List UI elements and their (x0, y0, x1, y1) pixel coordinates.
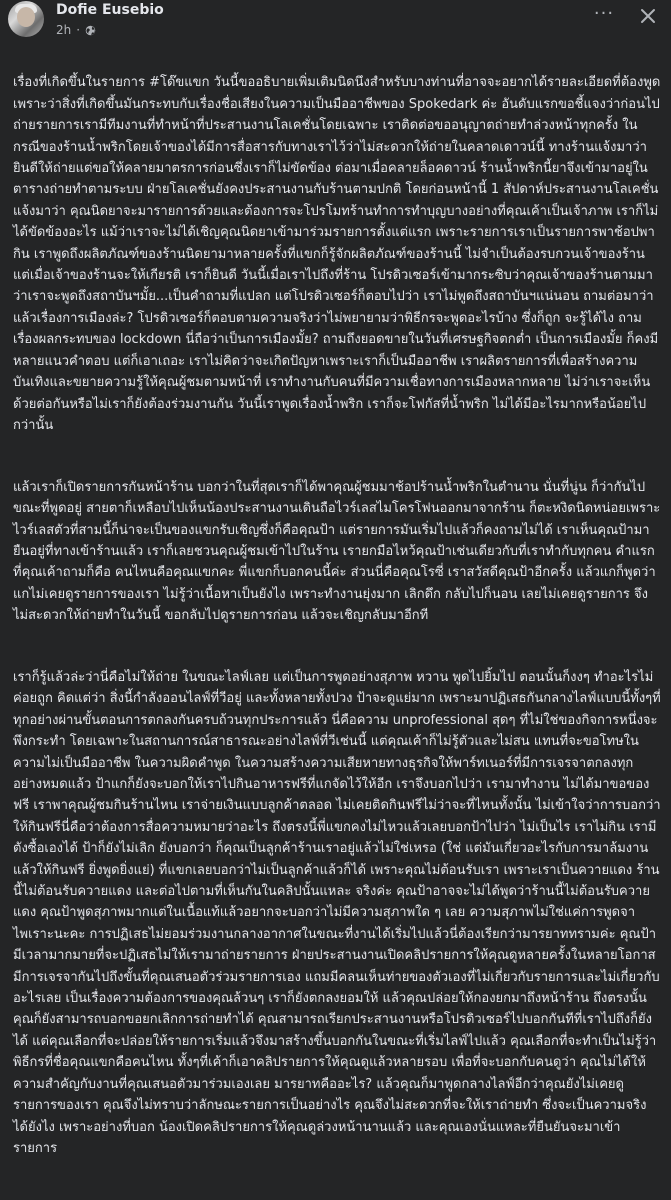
post-time[interactable]: 2h (56, 23, 72, 37)
close-icon[interactable] (636, 4, 660, 28)
more-options-button[interactable]: ··· (593, 3, 615, 24)
meta-separator: · (76, 23, 81, 37)
globe-icon (85, 25, 96, 36)
post-paragraph: แล้วเราก็เปิดรายการกันหน้าร้าน บอกว่าในที่สุดเราก็ได้พาคุณผู้ชมมาช้อปร้านน้ำพริกในตำนาน นั่นที่นู่น ก็ว่ากันไป ขณะที่พูดอยู่ สายตาก็เหลือบไปเห็นน้องประสานงานเดินถือไวร์เลสไมโครโฟนออกมาจากร้าน ก็ตะหงิดนิดหน่อยเพราะไวร์เลสตัวที่สามนี้ก็น่าจะเป็นของแขกรับเชิญซึ่งก็คือคุณป้า แต่รายการมันเริ่มไปแล้วก็คงถามไม่ได้ เราเห็นคุณป้ามายืนอยู่ที่ทางเข้าร้านแล้ว เราก็เลยชวนคุณผู้ชมเข้าไปในร้าน เรายกมือไหว้คุณป้าเช่นเดียวกับที่เราทำกับทุกคน คำแรกที่คุณเค้าถามก็คือ คนไหนคือคุณแขกคะ พี่แขกก็บอกคนนี้ค่ะ ส่วนนี่คือคุณโรซี่ เราสวัสดีคุณป้าอีกครั้ง แล้วแกก็พูดว่า แกไม่เคยดูรายการของเรา ไม่รู้ว่าเนื้อหาเป็นยังไง เพราะทำงานยุ่งมาก เลิกดึก กลับไปก็นอน เลยไม่เคยดูรายการ จึงไม่สะดวกให้ถ่ายทำในวันนี้ ขอกลับไปดูรายการก่อน แล้วจะเชิญกลับมาอีกที (13, 479, 661, 624)
post-paragraph: เรื่องที่เกิดขึ้นในรายการ #โด๊ขแขก วันนี้ขออธิบายเพิ่มเติมนิดนึงสำหรับบางท่านที่อาจจะอยากได้รายละเอียดที่ต้องพูดเพราะว่าสิ่งที่เกิดขึ้นมันกระทบกับเรื่องชื่อเสียงในความเป็นมืออาชีพของ Spokedark ค่ะ อันดับแรกขอชี้แจงว่าก่อนไปถ่ายรายการเรามีทีมงานที่ทำหน้าที่ประสานงานโลเคชั่นโดยเฉพาะ เราติดต่อขออนุญาตถ่ายทำล่วงหน้าทุกครั้ง ในกรณีของร้านน้ำพริกโดยเจ้าของได้มีการสื่อสารกับทางเราไว้ว่าไม่สะดวกให้ถ่ายในคลาดเดาวน์นี้ ทางร้านแจ้งมาว่ายินดีให้ถ่ายแต่ขอให้คลายมาตรการก่อนซึ่งเราก็ไม่ขัดข้อง ต่อมาเมื่อคลายล็อคดาวน์ ร้านน้ำพริกนี้ยาจึงเข้ามาอยู่ในตารางถ่ายทำตามระบบ ฝ่ายโลเคชั่นยังคงประสานงานกับร้านตามปกติ โดยก่อนหน้านี้ 1 สัปดาห์ประสานงานโลเคชั่นแจ้งมาว่า คุณนิดยาจะมารายการด้วยและต้องการจะโปรโมทร้านทำการทำบุญบางอย่างที่คุณเค้าเป็นเจ้าภาพ เราก็ไม่ได้ขัดข้องอะไร แม้ว่าเราจะไม่ได้เชิญคุณนิดยาเข้ามาร่วมรายการตั้งแต่แรก เพราะรายการเราเป็นรายการพาช้อปพากิน เราพูดถึงผลิตภัณฑ์ของร้านนิดยามาหลายครั้งที่แขกก็รู้จักผลิตภัณฑ์ของร้านนี้ ไม่จำเป็นต้องรบกวนเจ้าของร้าน แต่เมื่อเจ้าของร้านจะให้เกียรติ เราก็ยินดี วันนี้เมื่อเราไปถึงที่ร้าน โปรดิวเซอร์เข้ามากระซิบว่าคุณเจ้าของร้านตามมาว่าเราจะพูดถึงสถาบันฯมั้ย...เป็นคำถามที่แปลก แต่โปรดิวเซอร์ก็ตอบไปว่า เราไม่พูดถึงสถาบันฯแน่นอน ถามต่อมาว่า แล้วเรื่องการเมืองล่ะ? โปรดิวเซอร์ก็ตอบตามความจริงว่าไม่พยายามว่าพิธีกรจะพูดอะไรบ้าง ซึ่งก็ถูก จะรู้ได้ไง ถามเรื่องผลกระทบของ lockdown นี่ถือว่าเป็นการเมืองมั้ย? ถามถึงยอดขายในวันที่เศรษฐกิจตกต่ำ เป็นการเมืองมั้ย ก็คงมีหลายแนวคำตอบ แต่ก็เอาเถอะ เราไม่คิดว่าจะเกิดปัญหาเพราะเราก็เป็นมืออาชีพ เราผลิตรายการที่เพื่อสร้างความบันเทิงและขยายความรู้ให้คุณผู้ชมตามหน้าที่ เราทำงานกับคนที่มีความเชื่อทางการเมืองหลากหลาย ไม่ว่าเราจะเห็นด้วยต่อกันหรือไม่เราก็ยังต้องร่วมงานกัน วันนี้เราพูดเรื่องน้ำพริก เราก็จะโฟกัสที่น้ำพริก ไม่ได้มีอะไรมากหรือน้อยไปกว่านั้น (13, 75, 661, 433)
avatar-face (17, 7, 35, 27)
author-avatar[interactable] (8, 1, 44, 37)
post-paragraph: เราก็รู้แล้วล่ะว่านี่คือไม่ให้ถ่าย ในขณะไลฟ์เลย แต่เป็นการพูดอย่างสุภาพ หวาน พูดไปยิ้มไป ตอนนั้นก็งงๆ ทำอะไรไม่ค่อยถูก คิดแต่ว่า สิ่งนี้กำลังออนไลฟ์ที่วีอยู่ และทั้งหลายทั้งปวง ป้าจะดูแย่มาก เพราะมาปฏิเสธกันกลางไลฟ์แบบนี้ทั้งๆที่ทุกอย่างผ่านขั้นตอนการตกลงกันครบถ้วนทุกประการแล้ว นี่คือความ unprofessional สุดๆ ที่ไม่ใช่ของกิจการหนึ่งจะพึงกระทำ โดยเฉพาะในสถานการณ์สาธารณะอย่างไลฟ์ที่วีเช่นนี้ แต่คุณเค้าก็ไม่รู้ตัวและไม่สน แทนที่จะขอโทษในความไม่เป็นมืออาชีพ ในความผิดคำพูด ในความสร้างความเสียหายทางธุรกิจให้พาร์ทเนอร์ที่มีการเจรจาตกลงทุกอย่างหมดแล้ว ป้าแกก็ยังจะบอกให้เราไปกินอาหารฟรีที่แกจัดไว้ให้อีก เราจึงบอกไปว่า เรามาทำงาน ไม่ได้มาขอของฟรี เราพาคุณผู้ชมกินร้านไหน เราจ่ายเงินแบบลูกค้าตลอด ไม่เคยติดกินฟรีไม่ว่าจะที่ไหนทั้งนั้น ไม่เข้าใจว่าการบอกว่าให้กินฟรีนี่คือว่าต้องการสื่อความหมายว่าอะไร ถึงตรงนี้พี่แขกคงไม่ไหวแล้วเลยบอกป้าไปว่า ไม่เป็นไร เราไม่กิน เรามีตังซื้อเองได้ ป้าก็ยังไม่เลิก ยังบอกว่า ก็คุณเป็นลูกค้าร้านเราอยู่แล้วไม่ใช่เหรอ (ใช่ แต่มันเกี่ยวอะไรกับการมาล้มงานแล้วให้กินฟรี ยิ่งพูดยิ่งแย่) ที่แขกเลยบอกว่าไม่เป็นลูกค้าแล้วก็ได้ เพราะคุณไม่ต้อนรับเรา เพราะเราเป็นควายแดง ร้านนี้ไม่ต้อนรับควายแดง และต่อไปตามที่เห็นกันในคลิปนั้นแหละ จริงค่ะ คุณป้าอาจจะไม่ได้พูดว่าร้านนี้ไม่ต้อนรับควายแดง คุณป้าพูดสุภาพมากแต่ในเนื้อแท้แล้วอยากจะบอกว่าไม่มีความสุภาพใด ๆ เลย ความสุภาพไม่ใช่แค่การพูดจาไพเราะนะคะ การปฏิเสธไม่ยอมร่วมงานกลางอากาศในขณะที่งานได้เริ่มไปแล้วนี่ต้องเรียกว่ามารยาททรามค่ะ คุณป้ามีเวลามากมายที่จะปฏิเสธไม่ให้เรามาถ่ายรายการ ฝ่ายประสานงานเปิดคลิปรายการให้คุณดูหลายครั้งในหลายโอกาส มีการเจรจากันไปถึงขั้นที่คุณเสนอตัวร่วมรายการเอง แถมมีคลนเห็นท่ายของตัวเองที่ไม่เกี่ยวกับรายการและไม่เกี่ยวกับอะไรเลย เป็นเรื่องความต้องการของคุณล้วนๆ เราก็ยังตกลงยอมให้ แล้วคุณปล่อยให้กองยกมาถึงหน้าร้าน ถึงตรงนั้นคุณก็ยังสามารถบอกขอยกเลิกการถ่ายทำได้ คุณสามารถเรียกประสานงานหรือโปรดิวเซอร์ไปบอกกันทีที่เราไปถึงก็ยังได้ แต่คุณเลือกที่จะปล่อยให้รายการเริ่มแล้วจึงมาสร้างขึ้นบอกกันในขณะที่เริ่มไลฟ์ไปแล้ว คุณเลือกที่จะทำเป็นไม่รู้ว่าพิธีกรที่ชื่อคุณแขกคือคนไหน ทั้งๆที่เค้าก็เอาคลิปรายการให้คุณดูแล้วหลายรอบ เพื่อที่จะบอกกับคนดูว่า คุณไม่ได้ให้ความสำคัญกับงานที่คุณเสนอตัวมาร่วมเองเลย มารยาทคืออะไร? แล้วคุณก็มาพูดกลางไลฟ์อีกว่าคุณยังไม่เคยดูรายการของเรา คุณจึงไม่ทราบว่าลักษณะรายการเป็นอย่างไร คุณจึงไม่สะดวกที่จะให้เราถ่ายทำ ซึ่งจะเป็นความจริงได้ยังไง เพราะอย่างที่บอก น้องเปิดคลิปรายการให้คุณดูล่วงหน้านานแล้ว และคุณเองนั่นแหละที่ยืนยันจะมาเข้ารายการ (13, 669, 661, 1156)
post-text (13, 51, 661, 1200)
author-name[interactable]: Dofie Eusebio (56, 2, 164, 18)
post-meta (56, 23, 96, 37)
post-header (0, 0, 671, 48)
